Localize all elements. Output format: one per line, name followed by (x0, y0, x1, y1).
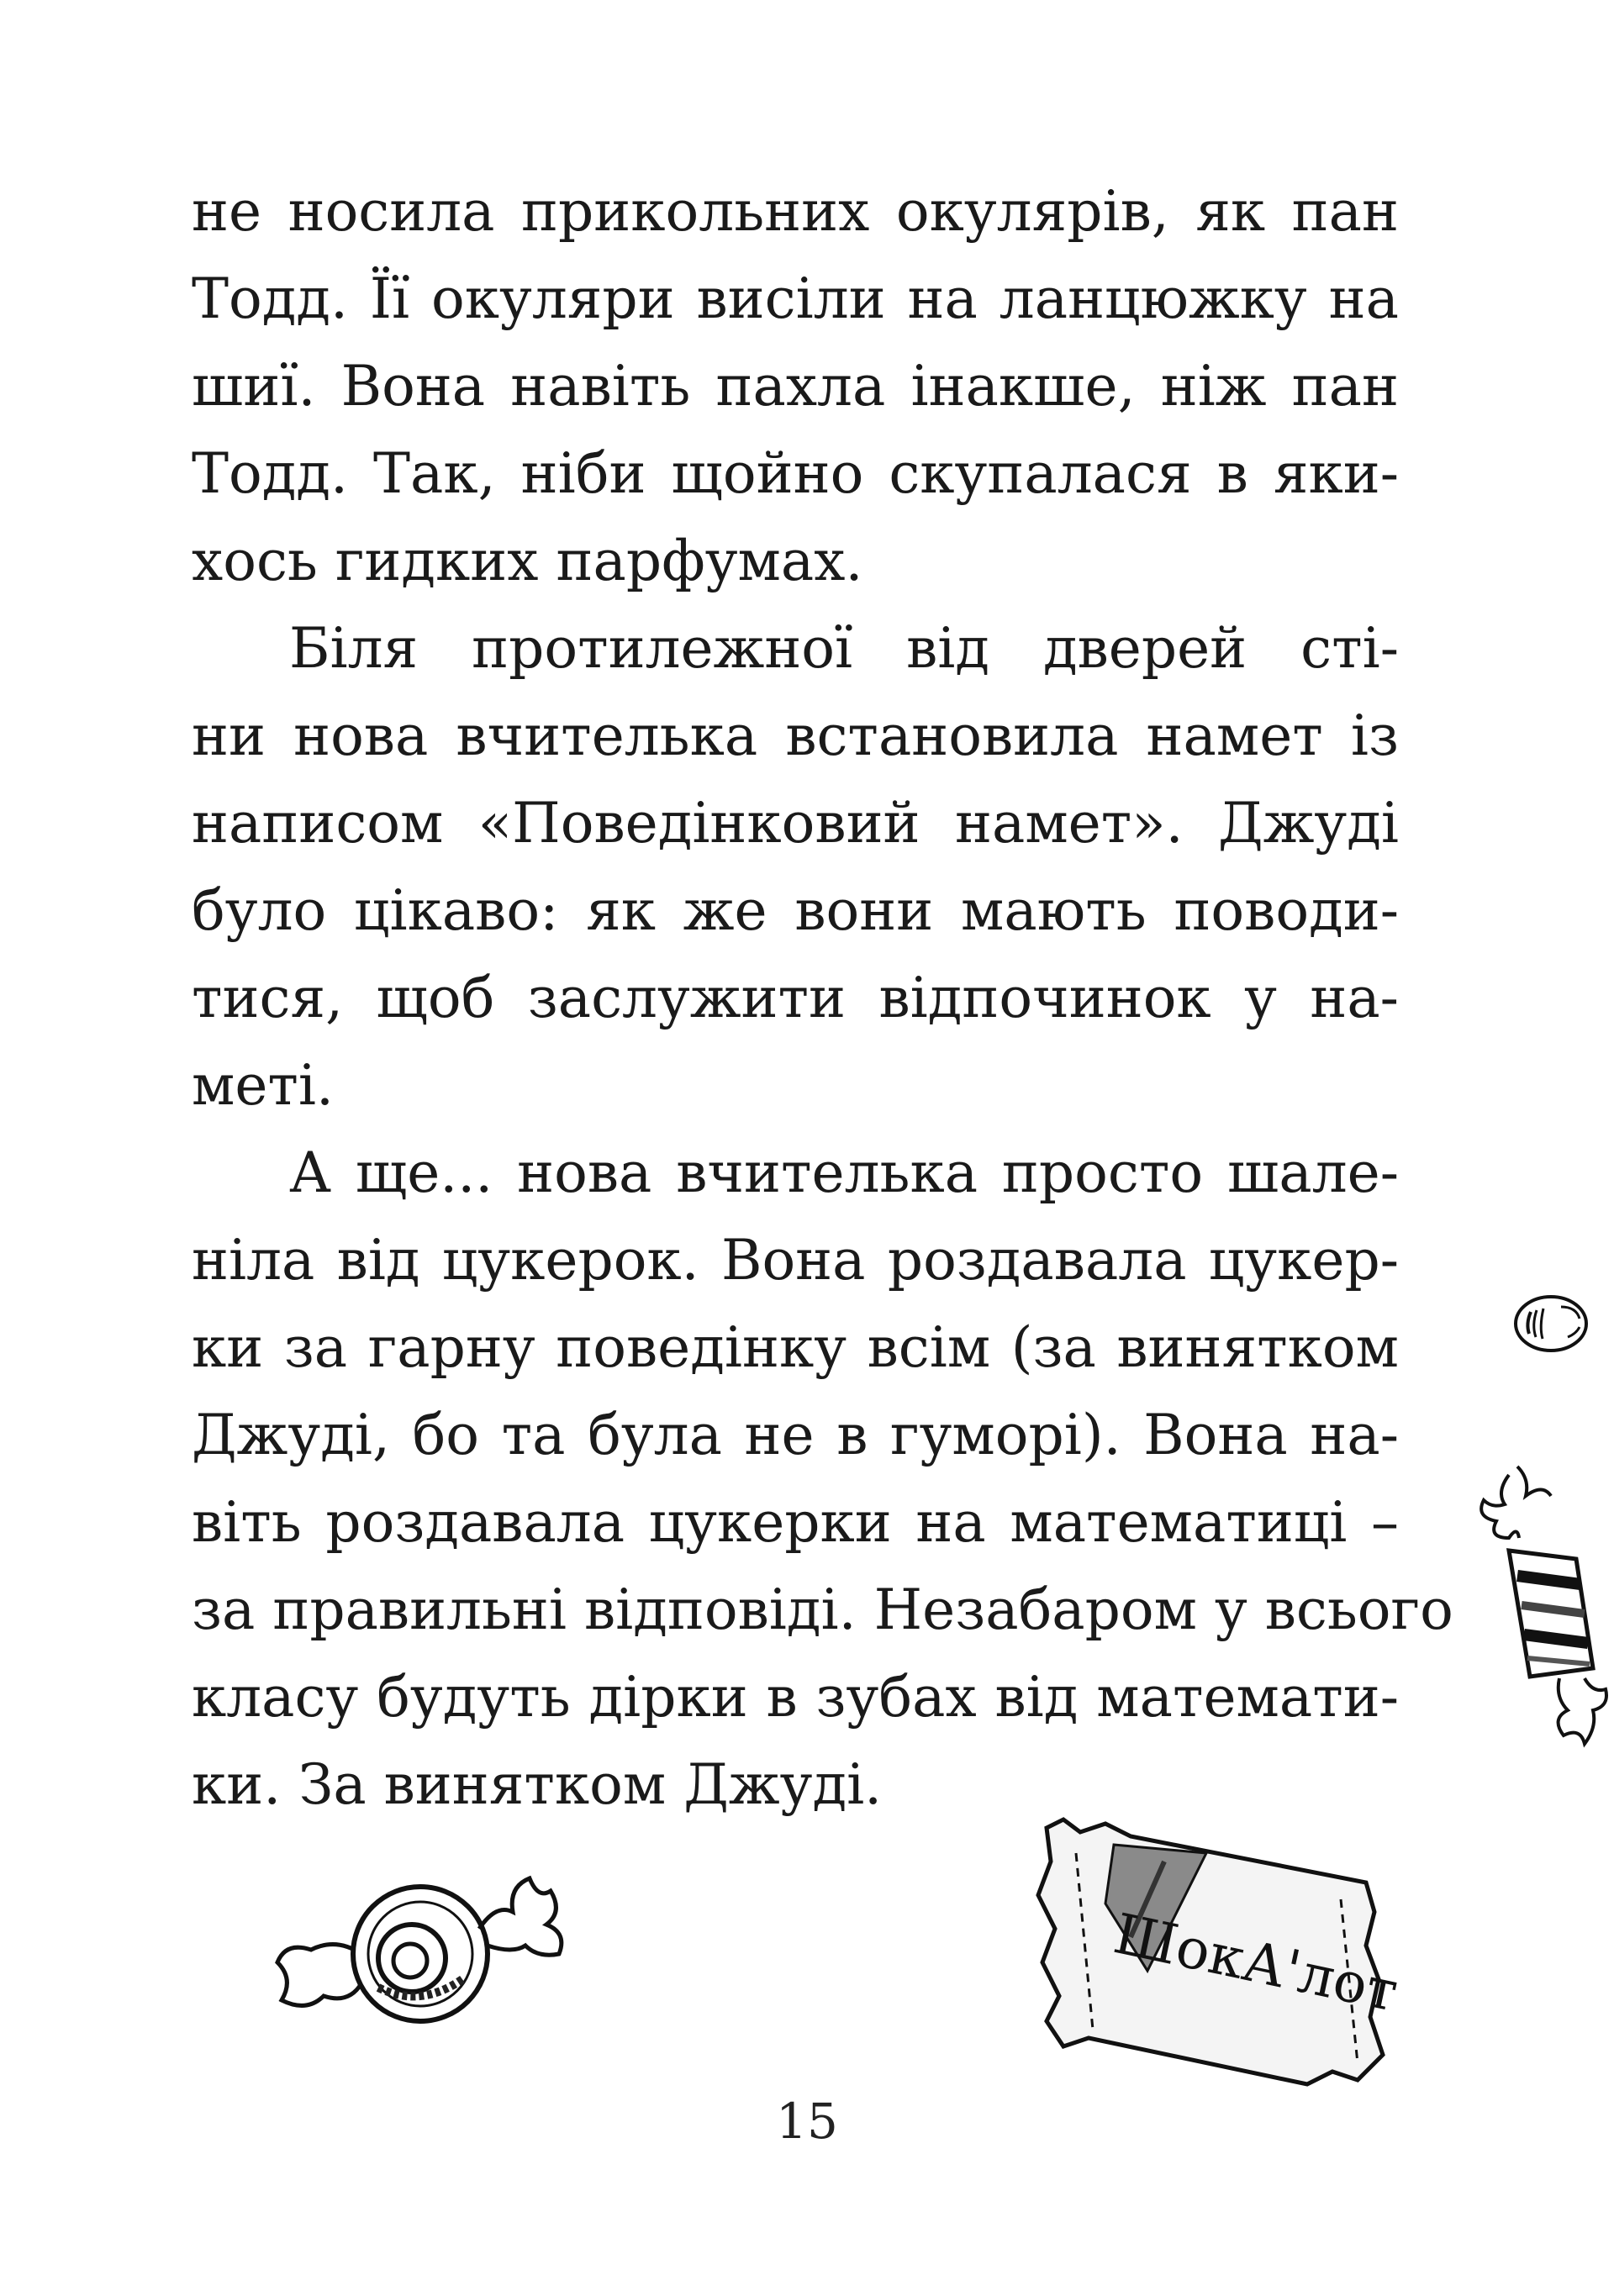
page-number: 15 (776, 2093, 838, 2150)
body-text (192, 168, 1453, 1829)
text-line: Тодд. Її окуляри висіли на ланцюжку на (192, 266, 1399, 331)
text-line: ни нова вчителька встановила намет із (192, 703, 1399, 768)
text-line: тися, щоб заслужити відпочинок у на- (192, 966, 1399, 1030)
text-line: Біля протилежної від дверей сті- (289, 616, 1399, 681)
text-line: хось гидких парфумах. (192, 529, 863, 593)
text-line: за правильні відповіді. Незабаром у всього (192, 1577, 1453, 1642)
text-line: А ще... нова вчителька просто шале- (289, 1140, 1399, 1205)
round-candy-icon (1509, 1290, 1593, 1357)
text-line: ніла від цукерок. Вона роздавала цукер- (192, 1228, 1399, 1293)
text-line: меті. (192, 1053, 334, 1118)
wrapped-candy-icon (1458, 1458, 1614, 1761)
text-line: віть роздавала цукерки на математиці – (192, 1490, 1399, 1555)
text-line: було цікаво: як же вони мають поводи- (192, 878, 1399, 943)
text-line: ки. За винятком Джуді. (192, 1752, 883, 1817)
swirl-candy-icon (269, 1853, 597, 2046)
text-line: Джуді, бо та була не в гуморі). Вона на- (192, 1403, 1399, 1467)
wrapper-label: ШокА'лот (1108, 1901, 1404, 2025)
text-line: класу будуть дірки в зубах від математи- (192, 1665, 1399, 1730)
text-line: ки за гарну поведінку всім (за винятком (192, 1315, 1399, 1380)
text-line: не носила прикольних окулярів, як пан (192, 179, 1399, 244)
text-line: шиї. Вона навіть пахла інакше, ніж пан (192, 354, 1399, 419)
text-line: Тодд. Так, ніби щойно скупалася в яки- (192, 441, 1399, 506)
chocolate-bar-icon (1013, 1803, 1408, 2105)
text-line: написом «Поведінковий намет». Джуді (192, 791, 1399, 856)
